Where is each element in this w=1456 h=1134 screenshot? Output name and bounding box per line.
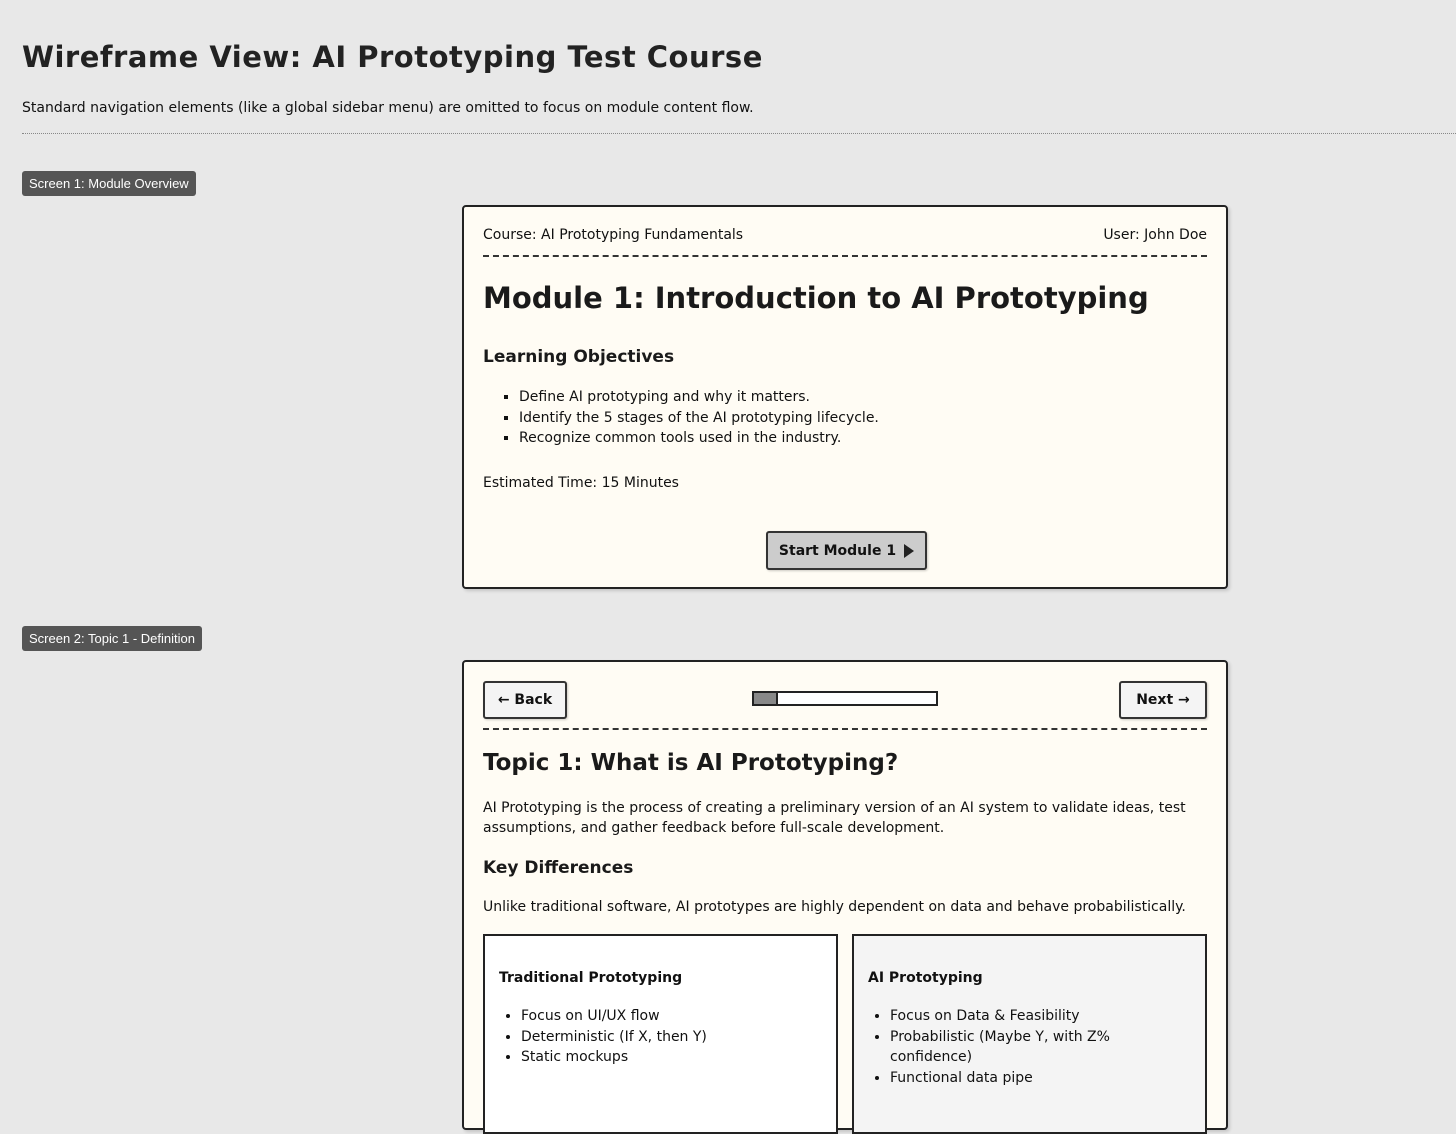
user-label: User: John Doe: [1103, 227, 1207, 243]
list-item: • Functional data pipe: [890, 1068, 1191, 1089]
traditional-heading: Traditional Prototyping: [499, 970, 683, 986]
start-module-label: Start Module 1: [778, 542, 897, 559]
differences-intro: Unlike traditional software, AI prototypes are highly dependent on data and behave probabilistically.: [483, 899, 1186, 915]
screen-1-tag: Screen 1: Module Overview: [22, 171, 196, 196]
objectives-list: [483, 387, 879, 449]
list-item: ▪ Define AI prototyping and why it matters.: [519, 387, 879, 408]
progress-bar: [752, 691, 938, 706]
page-title: Wireframe View: AI Prototyping Test Course: [22, 40, 763, 74]
back-button[interactable]: ← Back: [483, 681, 567, 719]
list-item: • Focus on UI/UX flow: [521, 1006, 822, 1027]
list-item: • Static mockups: [521, 1047, 822, 1068]
screen-2-tag: Screen 2: Topic 1 - Definition: [22, 626, 202, 651]
estimated-time: Estimated Time: 15 Minutes: [483, 475, 679, 491]
topic-title: Topic 1: What is AI Prototyping?: [483, 750, 899, 776]
page-subtitle: Standard navigation elements (like a global sidebar menu) are omitted to focus on module content flow.: [22, 100, 754, 116]
next-button[interactable]: Next →: [1119, 681, 1207, 719]
course-label: Course: AI Prototyping Fundamentals: [483, 227, 744, 243]
objectives-heading: Learning Objectives: [483, 347, 675, 367]
differences-heading: Key Differences: [483, 858, 634, 878]
list-item: • Focus on Data & Feasibility: [890, 1006, 1191, 1027]
topic-card: [462, 660, 1228, 1130]
list-item: ▪ Identify the 5 stages of the AI prototyping lifecycle.: [519, 408, 879, 429]
traditional-list: [499, 1006, 822, 1068]
nav-divider: [483, 728, 1207, 730]
divider: [22, 133, 1456, 134]
list-item: • Probabilistic (Maybe Y, with Z% confidence): [890, 1027, 1191, 1068]
header-divider: [483, 255, 1207, 257]
ai-heading: AI Prototyping: [868, 970, 983, 986]
play-icon: [904, 544, 914, 558]
progress-fill: [754, 693, 778, 704]
module-title: Module 1: Introduction to AI Prototyping: [483, 281, 1149, 315]
list-item: ▪ Recognize common tools used in the industry.: [519, 428, 879, 449]
traditional-box: [483, 934, 838, 1134]
card-header: [483, 227, 1207, 243]
ai-list: [868, 1006, 1191, 1088]
ai-box: [852, 934, 1207, 1134]
module-overview-card: [462, 205, 1228, 589]
list-item: • Deterministic (If X, then Y): [521, 1027, 822, 1048]
definition-text: AI Prototyping is the process of creating a preliminary version of an AI system to validate ideas, test assumptions, and gather feedback before full-scale development.: [483, 800, 1186, 836]
start-module-button[interactable]: [766, 531, 927, 570]
